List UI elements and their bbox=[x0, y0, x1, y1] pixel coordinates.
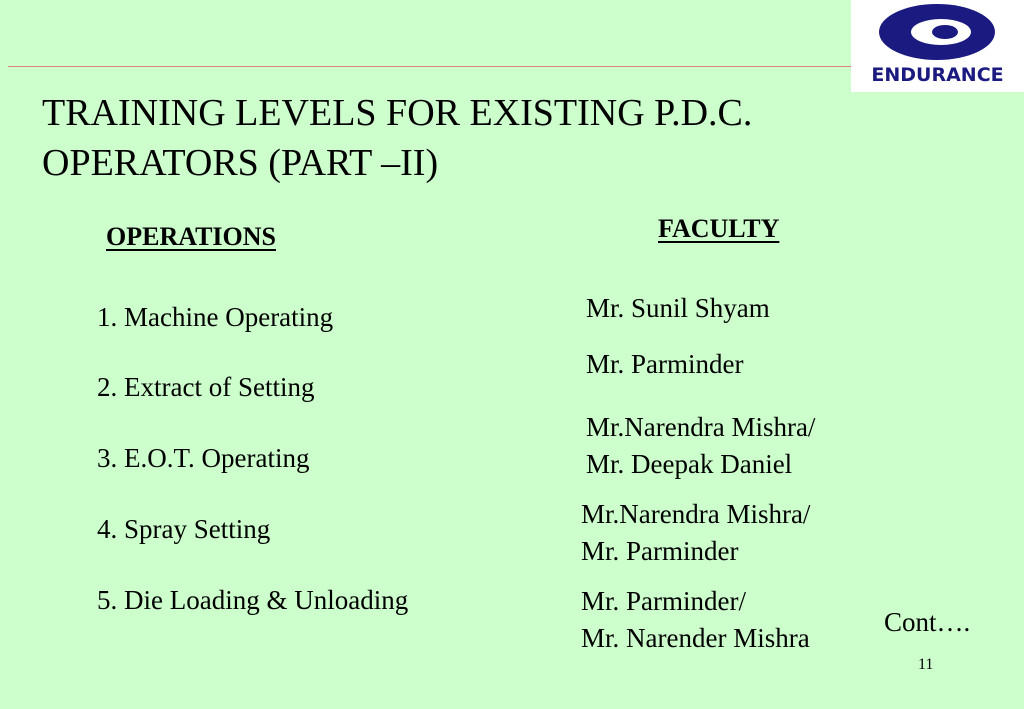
faculty-name: Mr. Parminder bbox=[581, 536, 739, 566]
faculty-name: Mr. Parminder bbox=[586, 349, 744, 379]
faculty-heading: FACULTY bbox=[658, 214, 780, 243]
page-number: 11 bbox=[918, 656, 934, 673]
header-rule bbox=[8, 66, 853, 67]
faculty-name: Mr. Deepak Daniel bbox=[586, 449, 793, 479]
faculty-item bbox=[581, 496, 810, 570]
logo-text: ENDURANCE bbox=[871, 64, 1004, 86]
operation-item: 4. Spray Setting bbox=[97, 514, 271, 544]
faculty-item bbox=[586, 409, 815, 483]
faculty-item bbox=[586, 290, 770, 327]
faculty-item bbox=[586, 346, 743, 383]
faculty-name: Mr.Narendra Mishra/ bbox=[581, 499, 811, 529]
slide-title bbox=[42, 88, 842, 188]
faculty-name: Mr.Narendra Mishra/ bbox=[586, 412, 816, 442]
title-line-1: TRAINING LEVELS FOR EXISTING P.D.C. bbox=[42, 92, 753, 134]
operation-item: 1. Machine Operating bbox=[97, 302, 334, 332]
faculty-name: Mr. Parminder/ bbox=[581, 586, 746, 616]
operation-item: 2. Extract of Setting bbox=[97, 372, 315, 402]
operation-item: 3. E.O.T. Operating bbox=[97, 443, 310, 473]
operation-item: 5. Die Loading & Unloading bbox=[97, 585, 409, 615]
faculty-item bbox=[581, 583, 810, 657]
faculty-name: Mr. Narender Mishra bbox=[581, 623, 810, 653]
title-line-2: OPERATORS (PART –II) bbox=[42, 142, 439, 184]
faculty-name: Mr. Sunil Shyam bbox=[586, 293, 770, 323]
endurance-logo bbox=[851, 0, 1024, 92]
operations-heading: OPERATIONS bbox=[106, 222, 276, 251]
continued-label: Cont…. bbox=[884, 607, 971, 637]
